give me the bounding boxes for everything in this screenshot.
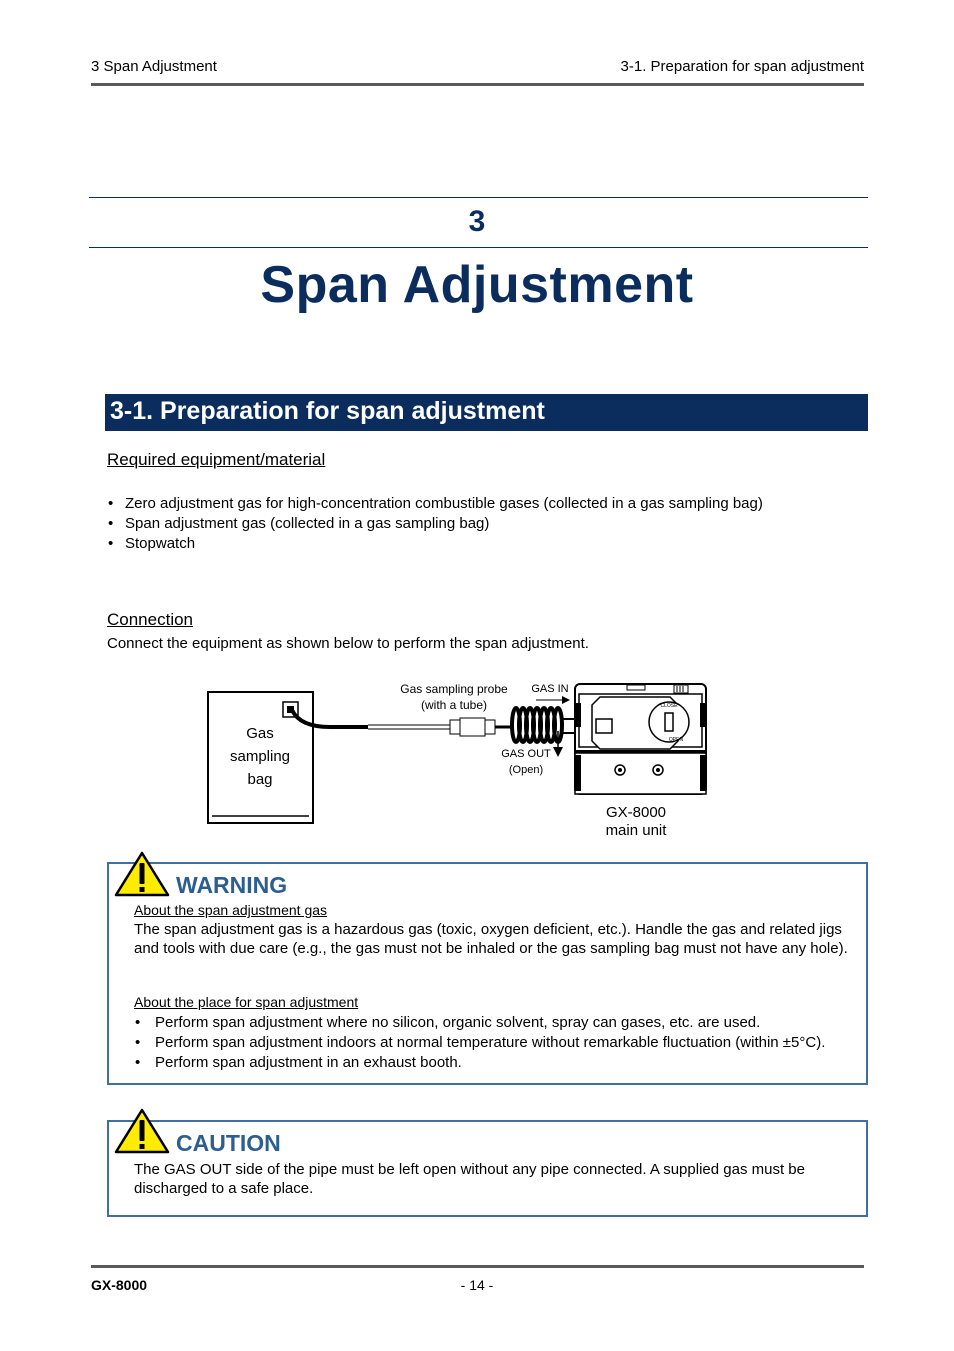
section-title-bar — [105, 394, 868, 431]
probe-label-line1: Gas sampling probe — [400, 682, 508, 696]
bag-label-line3: bag — [247, 771, 273, 788]
required-equipment-heading: Required equipment/material — [107, 450, 326, 469]
dial-open-label: OPEN — [668, 737, 684, 743]
warning-text-gas: The span adjustment gas is a hazardous gas (toxic, oxygen deficient, etc.). Handle the gas and related jigs and tools with due care (e.g., the gas must not be inhaled or the gas sampling bag must not have any hole). — [134, 921, 848, 957]
header-section-label: 3-1. Preparation for span adjustment — [620, 58, 864, 75]
gas-in-arrow-icon — [536, 696, 570, 704]
header-chapter-label: 3 Span Adjustment — [91, 58, 217, 75]
connection-diagram — [200, 675, 720, 845]
warning-sub-place: About the place for span adjustment — [134, 994, 359, 1010]
page-number: - 14 - — [460, 1277, 494, 1293]
chapter-number: 3 — [468, 205, 486, 238]
list-item: • Span adjustment gas (collected in a gas sampling bag) — [108, 514, 868, 534]
section-title: 3-1. Preparation for span adjustment — [110, 397, 545, 425]
chapter-rule-bottom — [89, 247, 868, 248]
connection-text: Connect the equipment as shown below to perform the span adjustment. — [107, 635, 589, 652]
list-item: • Zero adjustment gas for high-concentration combustible gases (collected in a gas sampling bag) — [108, 494, 868, 514]
coiled-tube — [512, 708, 562, 742]
gas-in-label: GAS IN — [531, 683, 569, 695]
warning-place-list — [135, 1013, 855, 1073]
list-item: • Perform span adjustment indoors at normal temperature without remarkable fluctuation (within ±5°C). — [135, 1033, 855, 1053]
footer-model: GX-8000 — [91, 1277, 148, 1293]
footer-divider — [91, 1265, 864, 1268]
sampling-probe — [450, 718, 512, 736]
warning-triangle-icon — [113, 850, 171, 898]
required-equipment-list — [108, 494, 868, 554]
gas-out-note: (Open) — [508, 764, 544, 776]
bag-label-line2: sampling — [229, 748, 291, 765]
warning-sub-gas: About the span adjustment gas — [134, 902, 328, 918]
dial-close-label: CLOSE — [660, 703, 678, 709]
bag-label-line1: Gas — [246, 725, 274, 742]
header-divider — [91, 83, 864, 86]
unit-label-line1: GX-8000 — [605, 804, 667, 821]
probe-label-line2: (with a tube) — [420, 698, 488, 712]
gx8000-main-unit — [575, 684, 706, 794]
caution-triangle-icon — [113, 1107, 171, 1155]
warning-title: WARNING — [176, 872, 288, 898]
caution-title: CAUTION — [176, 1130, 281, 1156]
gas-out-label: GAS OUT — [501, 748, 551, 760]
chapter-rule-top — [89, 197, 868, 198]
chapter-title: Span Adjustment — [260, 256, 694, 314]
caution-text: The GAS OUT side of the pipe must be left open without any pipe connected. A supplied gas must be discharged to a safe place. — [134, 1161, 805, 1197]
list-item: • Perform span adjustment where no silicon, organic solvent, spray can gases, etc. are used. — [135, 1013, 855, 1033]
list-item: • Stopwatch — [108, 534, 868, 554]
list-item: • Perform span adjustment in an exhaust booth. — [135, 1053, 855, 1073]
connection-heading: Connection — [107, 610, 194, 629]
unit-label-line2: main unit — [605, 822, 667, 839]
